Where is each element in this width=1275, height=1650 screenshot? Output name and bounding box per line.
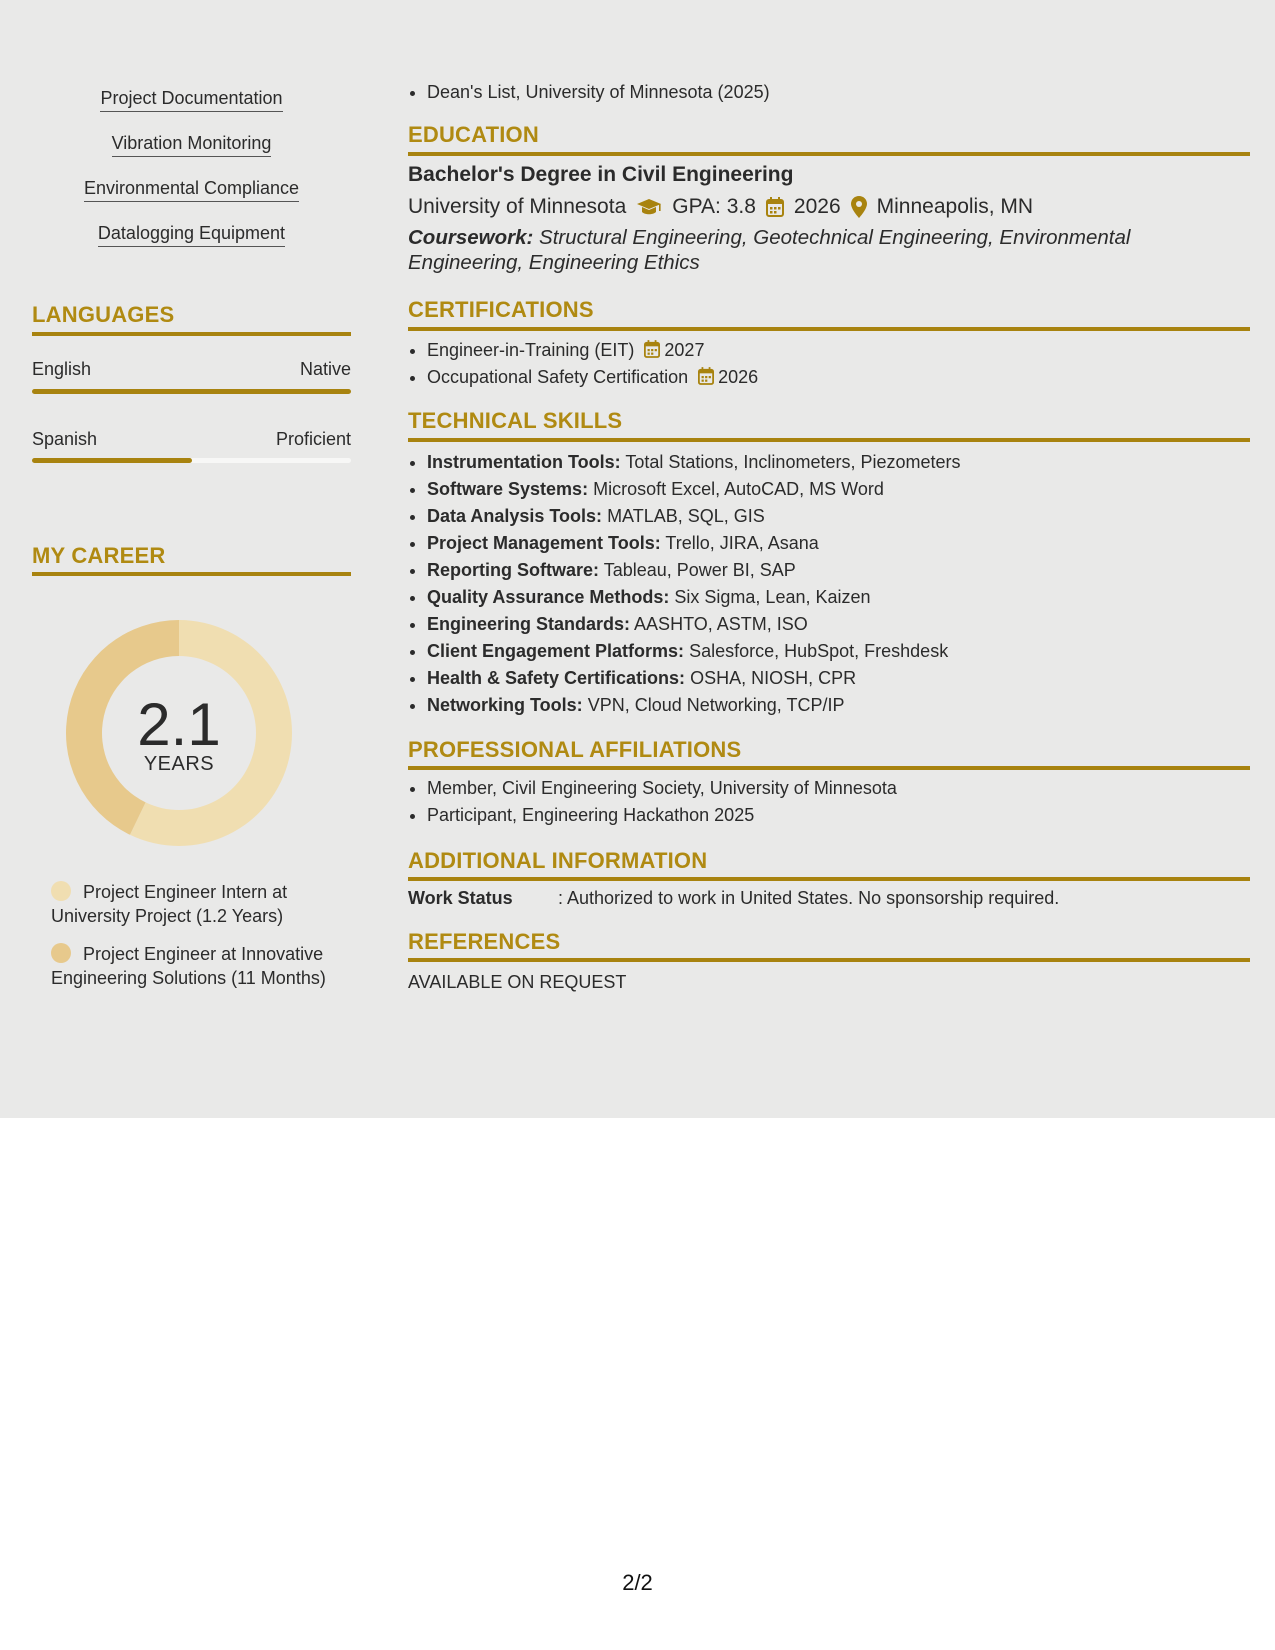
calendar-icon (766, 197, 784, 217)
career-total-unit: YEARS (143, 753, 215, 775)
skill-row: • Networking Tools: VPN, Cloud Networking, TCP/IP (427, 692, 1269, 719)
certifications-list (408, 337, 1269, 391)
technical-skills-list (408, 449, 1269, 719)
section-divider (408, 766, 1250, 770)
skill-row: • Quality Assurance Methods: Six Sigma, Lean, Kaizen (427, 584, 1269, 611)
certification-item: • Engineer-in-Training (EIT) 2027 (427, 337, 1269, 364)
language-bar-fill (32, 458, 192, 463)
page-number: 2/2 (622, 1570, 653, 1595)
skill-row: • Instrumentation Tools: Total Stations, Inclinometers, Piezometers (427, 449, 1269, 476)
list-item: • Participant, Engineering Hackathon 2025 (427, 802, 1269, 829)
affiliations-heading: PROFESSIONAL AFFILIATIONS (408, 737, 742, 762)
calendar-icon (644, 340, 660, 358)
skill-row: • Health & Safety Certifications: OSHA, NIOSH, CPR (427, 665, 1269, 692)
career-total-value: 2.1 (137, 691, 221, 758)
school-location: Minneapolis, MN (876, 195, 1034, 218)
language-row (32, 429, 351, 450)
career-donut-chart (66, 620, 292, 846)
skill-row: • Software Systems: Microsoft Excel, AutoCAD, MS Word (427, 476, 1269, 503)
coursework: Coursework: Structural Engineering, Geotechnical Engineering, Environmental Engineering, Engineering Ethics (408, 226, 1131, 274)
language-level: Native (299, 359, 351, 379)
skill-row: • Project Management Tools: Trello, JIRA, Asana (427, 530, 1269, 557)
legend-dot (51, 881, 71, 901)
list-item: • Member, Civil Engineering Society, University of Minnesota (427, 775, 1269, 802)
list-item: • Dean's List, University of Minnesota (2025) (427, 79, 1269, 106)
skill-row: • Data Analysis Tools: MATLAB, SQL, GIS (427, 503, 1269, 530)
work-status-value: : Authorized to work in United States. No sponsorship required. (558, 888, 1060, 908)
skill-item: Vibration Monitoring (32, 133, 351, 154)
section-divider (32, 332, 351, 336)
section-divider (408, 438, 1250, 442)
career-legend-item: Project Engineer Intern at University Project (1.2 Years) (51, 882, 288, 926)
language-level: Proficient (275, 429, 351, 449)
additional-info-heading: ADDITIONAL INFORMATION (408, 848, 708, 873)
section-divider (408, 152, 1250, 156)
section-divider (408, 958, 1250, 962)
technical-skills-heading: TECHNICAL SKILLS (408, 408, 623, 433)
languages-heading: LANGUAGES (32, 302, 175, 327)
skill-item: Datalogging Equipment (32, 223, 351, 244)
career-heading: MY CAREER (32, 543, 166, 568)
language-bar (32, 458, 351, 463)
certifications-heading: CERTIFICATIONS (408, 297, 594, 322)
school-name: University of Minnesota (408, 195, 627, 218)
affiliations-list (408, 775, 1269, 829)
references-heading: REFERENCES (408, 929, 561, 954)
skill-row: • Client Engagement Platforms: Salesforce, HubSpot, Freshdesk (427, 638, 1269, 665)
work-status (408, 888, 1059, 909)
skill-row: • Reporting Software: Tableau, Power BI, SAP (427, 557, 1269, 584)
calendar-icon (698, 367, 714, 385)
section-divider (408, 877, 1250, 881)
legend-dot (51, 943, 71, 963)
degree-title: Bachelor's Degree in Civil Engineering (408, 163, 794, 186)
language-row (32, 359, 351, 380)
language-name: Spanish (32, 429, 98, 449)
skill-row: • Engineering Standards: AASHTO, ASTM, ISO (427, 611, 1269, 638)
education-details (408, 195, 1033, 219)
language-name: English (32, 359, 92, 379)
language-bar (32, 389, 351, 394)
graduation-year: 2026 (793, 195, 841, 218)
skill-item: Project Documentation (32, 88, 351, 109)
skill-item: Environmental Compliance (32, 178, 351, 199)
gpa: GPA: 3.8 (672, 195, 756, 218)
graduation-cap-icon (636, 198, 662, 216)
section-divider (32, 572, 351, 576)
awards-list (408, 79, 1269, 106)
certification-item: • Occupational Safety Certification 2026 (427, 364, 1269, 391)
language-bar-fill (32, 389, 351, 394)
work-status-label: Work Status (408, 888, 513, 908)
career-legend-item: Project Engineer at Innovative Engineering Solutions (11 Months) (51, 944, 326, 988)
location-pin-icon (851, 196, 867, 218)
education-heading: EDUCATION (408, 122, 539, 147)
references-text: AVAILABLE ON REQUEST (408, 972, 627, 992)
section-divider (408, 327, 1250, 331)
